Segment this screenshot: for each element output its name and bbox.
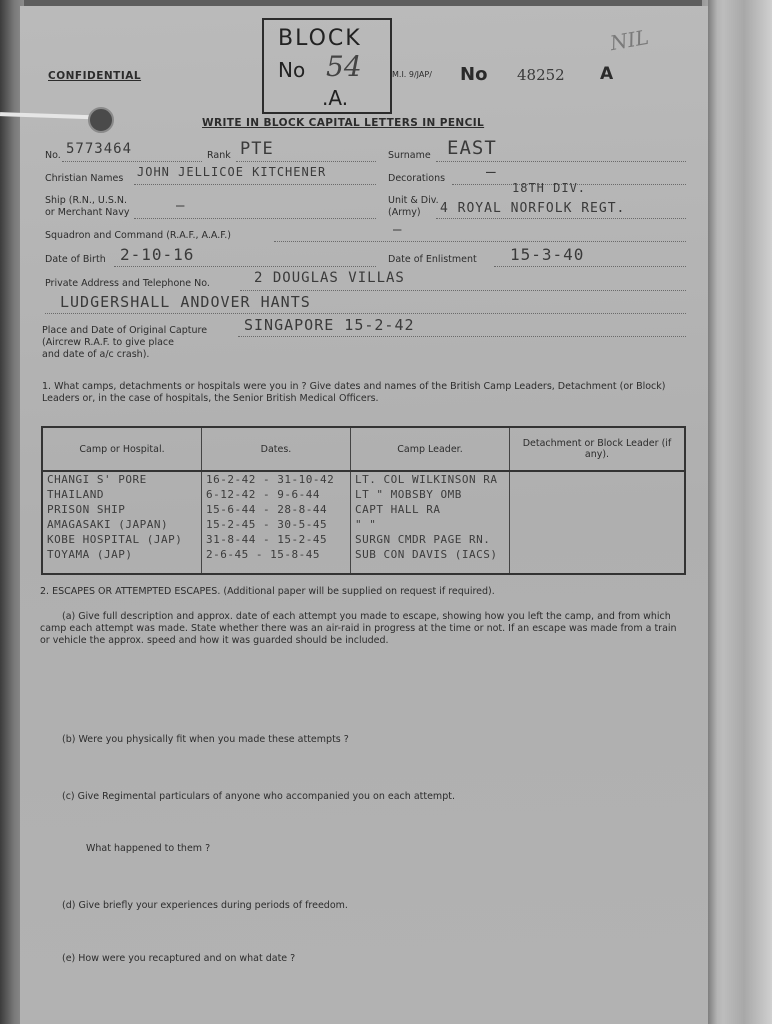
- ship-label-1: Ship (R.N., U.S.N.: [45, 195, 128, 206]
- unit-label-1: Unit & Div.: [388, 195, 439, 206]
- question-2d: (d) Give briefly your experiences during periods of freedom.: [62, 900, 348, 911]
- christian-names-line: [134, 184, 376, 185]
- surname-line: [436, 161, 686, 162]
- date-of-birth-label: Date of Birth: [45, 254, 106, 265]
- camp-entry: PRISON SHIP: [47, 503, 126, 516]
- christian-names-label: Christian Names: [45, 173, 124, 184]
- unit-value: 4 ROYAL NORFOLK REGT.: [440, 201, 626, 216]
- unit-label-2: (Army): [388, 207, 421, 218]
- date-entry: 6-12-42 - 9-6-44: [206, 488, 320, 501]
- rank-value: PTE: [240, 139, 274, 159]
- sheet-edge: [708, 0, 718, 1024]
- block-suffix: .A.: [322, 86, 349, 110]
- unit-division-value: 18TH DIV.: [512, 181, 587, 195]
- detachment-leader-header: Detachment or Block Leader (if any).: [510, 427, 686, 471]
- squadron-value: —: [393, 222, 403, 238]
- form-reference: M.I. 9/JAP/: [392, 70, 432, 79]
- leader-entry: LT. COL WILKINSON RA: [355, 473, 498, 486]
- date-of-birth-line: [114, 266, 376, 267]
- no-label: No.: [45, 150, 61, 161]
- camp-header: Camp or Hospital.: [42, 427, 202, 471]
- capture-label-3: and date of a/c crash).: [42, 349, 150, 360]
- address-line-rule-1: [240, 290, 686, 291]
- no-line: [62, 161, 202, 162]
- enlistment-label: Date of Enlistment: [388, 254, 477, 265]
- date-entry: 15-2-45 - 30-5-45: [206, 518, 328, 531]
- camp-entry: CHANGI S' PORE: [47, 473, 147, 486]
- camp-entry: TOYAMA (JAP): [47, 548, 133, 561]
- address-line-2: LUDGERSHALL ANDOVER HANTS: [60, 293, 311, 311]
- block-no-label: No: [278, 58, 306, 82]
- punch-hole: [88, 107, 114, 133]
- decorations-value: —: [486, 162, 497, 181]
- block-number: 54: [326, 50, 362, 83]
- ship-line: [134, 218, 376, 219]
- leader-entry: " ": [355, 518, 377, 531]
- nil-annotation: NIL: [608, 24, 651, 56]
- ship-value: —: [176, 198, 186, 214]
- decorations-label: Decorations: [388, 173, 446, 184]
- form-number-label: No: [460, 64, 488, 85]
- capture-line: [238, 336, 686, 337]
- form-letter: A: [600, 64, 614, 84]
- camps-table: [41, 426, 686, 575]
- dates-header: Dates.: [202, 427, 351, 471]
- form-number: 48252: [517, 66, 565, 84]
- camp-leader-column: [351, 471, 510, 574]
- address-label: Private Address and Telephone No.: [45, 278, 210, 289]
- leader-entry: SURGN CMDR PAGE RN.: [355, 533, 491, 546]
- surname-label: Surname: [388, 150, 431, 161]
- camp-leader-header: Camp Leader.: [351, 427, 510, 471]
- block-stamp-box: [262, 18, 392, 114]
- rank-label: Rank: [207, 150, 231, 161]
- question-2-title: 2. ESCAPES OR ATTEMPTED ESCAPES. (Additional paper will be supplied on request if required).: [40, 586, 495, 597]
- question-2c: (c) Give Regimental particulars of anyone who accompanied you on each attempt.: [62, 791, 455, 802]
- capture-value: SINGAPORE 15-2-42: [244, 316, 415, 334]
- question-2b: (b) Were you physically fit when you made these attempts ?: [62, 734, 349, 745]
- enlistment-line: [494, 266, 686, 267]
- detachment-leader-column: [510, 471, 686, 574]
- question-1-text: 1. What camps, detachments or hospitals were you in ? Give dates and names of the British Camp Leaders, Detachment (or Block) Leaders or, in the case of hospitals, the Senior British Medical Officers.: [42, 381, 666, 404]
- ship-label-2: or Merchant Navy: [45, 207, 130, 218]
- squadron-label: Squadron and Command (R.A.F., A.A.F.): [45, 230, 231, 241]
- capture-label-1: Place and Date of Original Capture: [42, 325, 208, 336]
- rank-line: [236, 161, 376, 162]
- surname-value: EAST: [447, 137, 497, 159]
- camp-column: [42, 471, 202, 574]
- block-label: BLOCK: [278, 26, 362, 51]
- question-2e: (e) How were you recaptured and on what date ?: [62, 953, 296, 964]
- date-entry: 2-6-45 - 15-8-45: [206, 548, 320, 561]
- date-entry: 16-2-42 - 31-10-42: [206, 473, 335, 486]
- address-line-1: 2 DOUGLAS VILLAS: [254, 270, 405, 286]
- date-entry: 31-8-44 - 15-2-45: [206, 533, 328, 546]
- dates-column: [202, 471, 351, 574]
- instruction-heading: WRITE IN BLOCK CAPITAL LETTERS IN PENCIL: [202, 117, 485, 129]
- question-2a: (a) Give full description and approx. date of each attempt you made to escape, showing how you left the camp, and from which camp each attempt was made. State whether there was an air-raid in progress at the time or not. If an escape was made from a train or vehicle the approx. speed and how it was guarded should be included.: [40, 611, 677, 646]
- squadron-line: [274, 241, 686, 242]
- unit-line: [436, 218, 686, 219]
- leader-entry: LT " MOBSBY OMB: [355, 488, 462, 501]
- leader-entry: CAPT HALL RA: [355, 503, 441, 516]
- capture-label-2: (Aircrew R.A.F. to give place: [42, 337, 174, 348]
- date-entry: 15-6-44 - 28-8-44: [206, 503, 328, 516]
- camp-entry: AMAGASAKI (JAPAN): [47, 518, 169, 531]
- question-2c-followup: What happened to them ?: [86, 843, 211, 854]
- camp-entry: KOBE HOSPITAL (JAP): [47, 533, 183, 546]
- confidential-label: CONFIDENTIAL: [48, 70, 142, 82]
- enlistment-value: 15-3-40: [510, 245, 585, 264]
- address-line-rule-2: [45, 313, 686, 314]
- leader-entry: SUB CON DAVIS (IACS): [355, 548, 498, 561]
- no-value: 5773464: [66, 141, 133, 157]
- date-of-birth-value: 2-10-16: [120, 245, 195, 264]
- camp-entry: THAILAND: [47, 488, 104, 501]
- christian-names-value: JOHN JELLICOE KITCHENER: [137, 165, 327, 179]
